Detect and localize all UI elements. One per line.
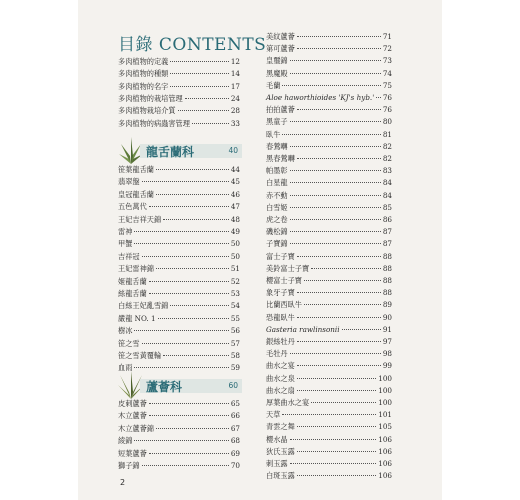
- section-page: 60: [228, 381, 238, 390]
- toc-entry-label: 富士子寶: [266, 251, 295, 261]
- section-name: 龍舌蘭科: [146, 145, 195, 159]
- dot-leader: [311, 268, 381, 269]
- toc-entry-label: 白絲王妃亂雪錦: [118, 301, 169, 311]
- toc-entry-label: 毛牡丹: [266, 349, 288, 359]
- toc-entry-page: 71: [382, 32, 392, 41]
- toc-entry-page: 89: [382, 300, 392, 310]
- toc-entry: [118, 68, 240, 79]
- dot-leader: [178, 110, 229, 111]
- dot-leader: [297, 292, 381, 293]
- dot-leader: [297, 158, 381, 159]
- toc-entry-page: 46: [230, 189, 240, 199]
- toc-entry-page: 47: [230, 202, 240, 212]
- toc-entry: [118, 423, 240, 434]
- toc-entry-label: 甲蟹: [118, 239, 133, 249]
- dot-leader: [170, 86, 229, 87]
- section-header-agave: [118, 140, 242, 162]
- toc-entry-page: 74: [382, 68, 392, 78]
- toc-entry: [266, 104, 392, 115]
- toc-entry: [118, 313, 240, 324]
- dot-leader: [290, 182, 381, 183]
- dot-leader: [142, 256, 229, 257]
- dot-leader: [304, 304, 381, 305]
- toc-entry-label: 黑童子: [266, 117, 288, 127]
- dot-leader: [297, 256, 381, 257]
- toc-entry-label: 笹葉龍舌蘭: [118, 165, 154, 174]
- toc-entry-page: 87: [382, 227, 392, 237]
- toc-entry-label: 皇冠龍舌蘭: [118, 189, 154, 199]
- dot-leader: [134, 440, 228, 441]
- toc-entry: [266, 116, 392, 127]
- dot-leader: [192, 123, 229, 124]
- toc-entry: [266, 287, 392, 298]
- toc-entry-label: 皮刺蘆薈: [118, 399, 147, 408]
- toc-entry-page: 17: [230, 81, 240, 91]
- toc-entry-label: 嚴龍 NO. 1: [118, 313, 156, 323]
- toc-entry: [266, 324, 392, 335]
- toc-entry: [118, 105, 240, 116]
- toc-entry-page: 50: [230, 239, 240, 249]
- dot-leader: [149, 453, 229, 454]
- toc-entry: [266, 202, 392, 213]
- dot-leader: [290, 353, 381, 354]
- toc-entry-page: 84: [382, 190, 392, 200]
- toc-entry-label: 毛蘭: [266, 80, 281, 90]
- toc-entry-label: 短葉蘆薈: [118, 448, 147, 458]
- toc-entry-label: 恐龍臥牛: [266, 312, 295, 322]
- toc-entry: [266, 263, 392, 274]
- toc-entry-page: 98: [382, 349, 392, 359]
- toc-entry: [266, 129, 392, 140]
- toc-entry: [266, 165, 392, 176]
- toc-entry: [266, 397, 392, 408]
- dot-leader: [297, 48, 381, 49]
- toc-entry: [266, 336, 392, 347]
- toc-entry-label: 吉祥冠: [118, 251, 140, 261]
- dot-leader: [297, 390, 377, 391]
- dot-leader: [290, 439, 377, 440]
- dot-leader: [304, 280, 381, 281]
- dot-leader: [290, 231, 381, 232]
- dot-leader: [297, 451, 377, 452]
- toc-entry-page: 75: [382, 80, 392, 90]
- toc-entry-label: 姬龍舌蘭: [118, 276, 147, 286]
- toc-entry: [118, 251, 240, 262]
- toc-entry-page: 83: [382, 166, 392, 176]
- toc-entry: [266, 177, 392, 188]
- dot-leader: [142, 343, 229, 344]
- toc-entry-label: 第可蘆薈: [266, 44, 295, 54]
- toc-entry: [266, 409, 392, 420]
- toc-entry-page: 106: [378, 471, 392, 481]
- toc-entry-page: 82: [382, 154, 392, 163]
- dot-leader: [158, 318, 229, 319]
- toc-entry: [266, 238, 392, 249]
- toc-entry-label: 王妃吉祥天錦: [118, 214, 162, 224]
- toc-entry-label: 多肉植物的栽培管理: [118, 93, 183, 103]
- toc-entry: [118, 288, 240, 299]
- dot-leader: [290, 219, 381, 220]
- toc-entry: [266, 80, 392, 91]
- toc-entry-page: 80: [382, 117, 392, 127]
- toc-entry: [118, 118, 240, 129]
- toc-entry-label: 黑春鶯囀: [266, 154, 295, 163]
- dot-leader: [156, 194, 229, 195]
- dot-leader: [163, 219, 229, 220]
- toc-entry: [118, 448, 240, 459]
- toc-entry: [266, 385, 392, 396]
- dot-leader: [297, 341, 381, 342]
- toc-entry: [118, 93, 240, 104]
- toc-entry-label: 狄氏玉露: [266, 446, 295, 456]
- toc-entry-label: 笹之雪黃覆輪: [118, 351, 162, 360]
- toc-entry-page: 28: [230, 106, 240, 116]
- toc-entry-page: 56: [230, 326, 240, 336]
- toc-entry: [266, 214, 392, 225]
- dot-leader: [149, 403, 229, 404]
- toc-entry-label: 木立蘆薈錦: [118, 423, 154, 433]
- toc-entry-page: 85: [382, 202, 392, 212]
- toc-entry-label: 帕墨彰: [266, 166, 288, 176]
- toc-entry-page: 48: [230, 214, 240, 224]
- toc-entry-page: 55: [230, 313, 240, 323]
- toc-entry: [118, 460, 240, 471]
- toc-entry: [118, 238, 240, 249]
- toc-entry: [266, 43, 392, 54]
- toc-entry-page: 101: [378, 410, 392, 420]
- toc-entry-label: 皇璽錦: [266, 56, 288, 66]
- dot-leader: [282, 85, 380, 86]
- toc-entry: [266, 458, 392, 469]
- toc-entry: [266, 251, 392, 262]
- toc-entry: [118, 81, 240, 92]
- dot-leader: [376, 97, 381, 98]
- toc-entry: [118, 300, 240, 311]
- toc-entry: [118, 410, 240, 421]
- dot-leader: [297, 109, 381, 110]
- toc-entry-label: 多肉植物的種類: [118, 69, 169, 79]
- toc-entry: [118, 435, 240, 446]
- toc-entry: [266, 348, 392, 359]
- toc-entry-page: 14: [230, 69, 240, 79]
- toc-entry-page: 86: [382, 215, 392, 224]
- toc-entry: [118, 201, 240, 212]
- toc-entry-page: 87: [382, 239, 392, 249]
- toc-entry-page: 100: [378, 373, 392, 383]
- dot-leader: [297, 475, 377, 476]
- toc-entry-page: 90: [382, 312, 392, 322]
- dot-leader: [134, 243, 228, 244]
- toc-entry-page: 65: [230, 399, 240, 408]
- toc-entry: [266, 141, 392, 152]
- toc-entry: [266, 153, 392, 164]
- toc-entry-label: 絲龍舌蘭: [118, 289, 147, 298]
- dot-leader: [282, 134, 380, 135]
- toc-entry-label: 厚葉曲水之宴: [266, 398, 310, 407]
- toc-entry-page: 91: [382, 324, 392, 334]
- page-number: 2: [120, 478, 126, 487]
- toc-entry: [118, 214, 240, 225]
- toc-entry: [266, 299, 392, 310]
- toc-entry-label: 比蘭西臥牛: [266, 300, 302, 310]
- toc-entry-page: 24: [230, 93, 240, 103]
- toc-entry-label: 血雨: [118, 363, 133, 373]
- dot-leader: [142, 465, 229, 466]
- dot-leader: [163, 355, 229, 356]
- toc-entry-page: 76: [382, 93, 392, 102]
- toc-entry: [266, 421, 392, 432]
- toc-entry-page: 54: [230, 301, 240, 311]
- toc-entry: [118, 176, 240, 187]
- toc-entry-label: 子寶錦: [266, 239, 288, 249]
- toc-entry-page: 97: [382, 337, 392, 346]
- dot-leader: [290, 207, 381, 208]
- toc-entry-page: 105: [378, 422, 392, 432]
- toc-entry: [118, 189, 240, 200]
- toc-entry: [118, 276, 240, 287]
- toc-entry: [266, 470, 392, 481]
- toc-entry: [118, 226, 240, 237]
- toc-entry-label: 天草: [266, 410, 281, 420]
- toc-entry: [266, 434, 392, 445]
- page-title: 目錄 CONTENTS: [118, 35, 267, 55]
- toc-entry-page: 52: [230, 276, 240, 286]
- toc-entry-page: 88: [382, 251, 392, 261]
- dot-leader: [290, 195, 381, 196]
- toc-entry-label: 刺玉露: [266, 459, 288, 468]
- toc-entry-page: 57: [230, 338, 240, 348]
- toc-entry-label: 美紋蘆薈: [266, 32, 295, 41]
- toc-entry-page: 51: [230, 264, 240, 274]
- dot-leader: [142, 181, 229, 182]
- dot-leader: [170, 73, 229, 74]
- toc-entry-label: 拍拍蘆薈: [266, 105, 295, 115]
- toc-entry: [266, 31, 392, 42]
- toc-entry-page: 72: [382, 44, 392, 54]
- dot-leader: [290, 463, 377, 464]
- toc-entry-page: 49: [230, 227, 240, 236]
- toc-entry-page: 69: [230, 448, 240, 458]
- section-name: 蘆薈科: [146, 380, 183, 394]
- dot-leader: [156, 268, 229, 269]
- dot-leader: [297, 317, 381, 318]
- toc-entry-label: 春鶯囀: [266, 141, 288, 151]
- dot-leader: [134, 367, 228, 368]
- dot-leader: [134, 330, 228, 331]
- toc-entry-page: 99: [382, 361, 392, 371]
- section-header-aloe: [118, 375, 242, 397]
- dot-leader: [290, 121, 381, 122]
- toc-entry-page: 73: [382, 56, 392, 66]
- dot-leader: [156, 428, 229, 429]
- dot-leader: [149, 206, 229, 207]
- toc-entry-label: 櫻富士子寶: [266, 276, 302, 285]
- toc-entry: [118, 350, 240, 361]
- dot-leader: [290, 146, 381, 147]
- dot-leader: [156, 169, 229, 170]
- toc-entry-page: 66: [230, 411, 240, 421]
- toc-entry-label: 櫻水晶: [266, 434, 288, 444]
- dot-leader: [170, 305, 229, 306]
- dot-leader: [170, 61, 229, 62]
- dot-leader: [290, 73, 381, 74]
- toc-entry-page: 88: [382, 276, 392, 285]
- toc-entry: [118, 263, 240, 274]
- toc-entry: [118, 398, 240, 409]
- dot-leader: [290, 170, 381, 171]
- toc-entry-label: Gasteria rawlinsonii: [266, 324, 340, 334]
- toc-entry: [266, 360, 392, 371]
- dot-leader: [297, 378, 377, 379]
- toc-entry-label: 五色萬代: [118, 202, 147, 212]
- toc-entry-label: 銀絲牡丹: [266, 337, 295, 346]
- toc-entry-label: 王妃雷神錦: [118, 264, 154, 274]
- toc-entry-page: 82: [382, 141, 392, 151]
- toc-entry-label: 雷神: [118, 227, 133, 236]
- toc-entry: [118, 325, 240, 336]
- dot-leader: [311, 402, 376, 403]
- toc-entry-label: 多肉植物的定義: [118, 57, 169, 66]
- toc-entry-page: 67: [230, 423, 240, 433]
- toc-entry-label: 多肉植物的名字: [118, 81, 169, 91]
- dot-leader: [342, 329, 381, 330]
- toc-entry-page: 59: [230, 363, 240, 373]
- toc-entry-page: 58: [230, 351, 240, 360]
- toc-entry: [266, 373, 392, 384]
- toc-entry-page: 76: [382, 105, 392, 115]
- toc-entry-page: 44: [230, 165, 240, 174]
- dot-leader: [185, 98, 229, 99]
- dot-leader: [282, 414, 376, 415]
- toc-entry-page: 88: [382, 263, 392, 273]
- toc-entry-page: 84: [382, 178, 392, 188]
- dot-leader: [149, 415, 229, 416]
- toc-entry-label: 虎之卷: [266, 215, 288, 224]
- dot-leader: [297, 365, 381, 366]
- toc-entry-label: 樹冰: [118, 326, 133, 336]
- toc-entry-page: 81: [382, 129, 392, 139]
- toc-entry-label: 磯松錦: [266, 227, 288, 237]
- dot-leader: [297, 36, 381, 37]
- toc-entry: [118, 164, 240, 175]
- toc-entry-page: 106: [378, 434, 392, 444]
- toc-entry-page: 33: [230, 118, 240, 128]
- toc-entry-label: 臥牛: [266, 129, 281, 139]
- toc-entry-label: 赤不動: [266, 190, 288, 200]
- toc-entry: [266, 68, 392, 79]
- dot-leader: [134, 231, 228, 232]
- toc-entry-label: 木立蘆薈: [118, 411, 147, 421]
- toc-entry-page: 70: [230, 461, 240, 470]
- toc-entry-label: 多肉植物的病蟲害管理: [118, 118, 190, 128]
- toc-entry-label: 曲水之宴: [266, 361, 295, 371]
- toc-entry-page: 53: [230, 289, 240, 298]
- toc-entry-label: 多肉植物栽培介質: [118, 106, 176, 116]
- toc-entry-page: 68: [230, 436, 240, 446]
- toc-entry-label: 獅子錦: [118, 461, 140, 470]
- toc-entry-page: 100: [378, 385, 392, 395]
- toc-entry-label: 美鈴富士子寶: [266, 263, 310, 273]
- toc-entry: [266, 55, 392, 66]
- dot-leader: [297, 426, 377, 427]
- toc-entry-page: 106: [378, 459, 392, 468]
- section-page: 40: [228, 146, 238, 155]
- toc-entry-page: 100: [378, 398, 392, 407]
- toc-entry-label: 曲水之扇: [266, 385, 295, 395]
- toc-entry: [118, 338, 240, 349]
- toc-entry-label: 曲水之泉: [266, 373, 295, 383]
- toc-entry-label: 白斑玉露: [266, 471, 295, 481]
- toc-entry-page: 45: [230, 177, 240, 187]
- toc-entry-label: 象牙子寶: [266, 288, 295, 298]
- toc-entry-page: 88: [382, 288, 392, 298]
- dot-leader: [149, 293, 229, 294]
- toc-entry: [266, 190, 392, 201]
- toc-entry-label: 白雪姬: [266, 202, 288, 212]
- toc-entry-page: 50: [230, 251, 240, 261]
- toc-entry-label: 白星龍: [266, 178, 288, 188]
- toc-entry-page: 12: [230, 57, 240, 66]
- toc-entry: [266, 275, 392, 286]
- toc-entry-label: 青雲之舞: [266, 422, 295, 432]
- toc-entry-label: Aloe haworthioides 'KJ's hyb.': [266, 93, 375, 102]
- toc-entry-page: 106: [378, 446, 392, 456]
- toc-entry-label: 笹之雪: [118, 338, 140, 348]
- toc-entry-label: 綾錦: [118, 436, 133, 446]
- dot-leader: [290, 60, 381, 61]
- dot-leader: [149, 281, 229, 282]
- toc-entry-label: 翡翠盤: [118, 177, 140, 187]
- toc-entry: [118, 56, 240, 67]
- toc-entry: [266, 312, 392, 323]
- toc-entry: [266, 446, 392, 457]
- toc-entry: [266, 92, 392, 103]
- dot-leader: [290, 243, 381, 244]
- toc-entry-label: 黑魔殿: [266, 68, 288, 78]
- toc-entry: [266, 226, 392, 237]
